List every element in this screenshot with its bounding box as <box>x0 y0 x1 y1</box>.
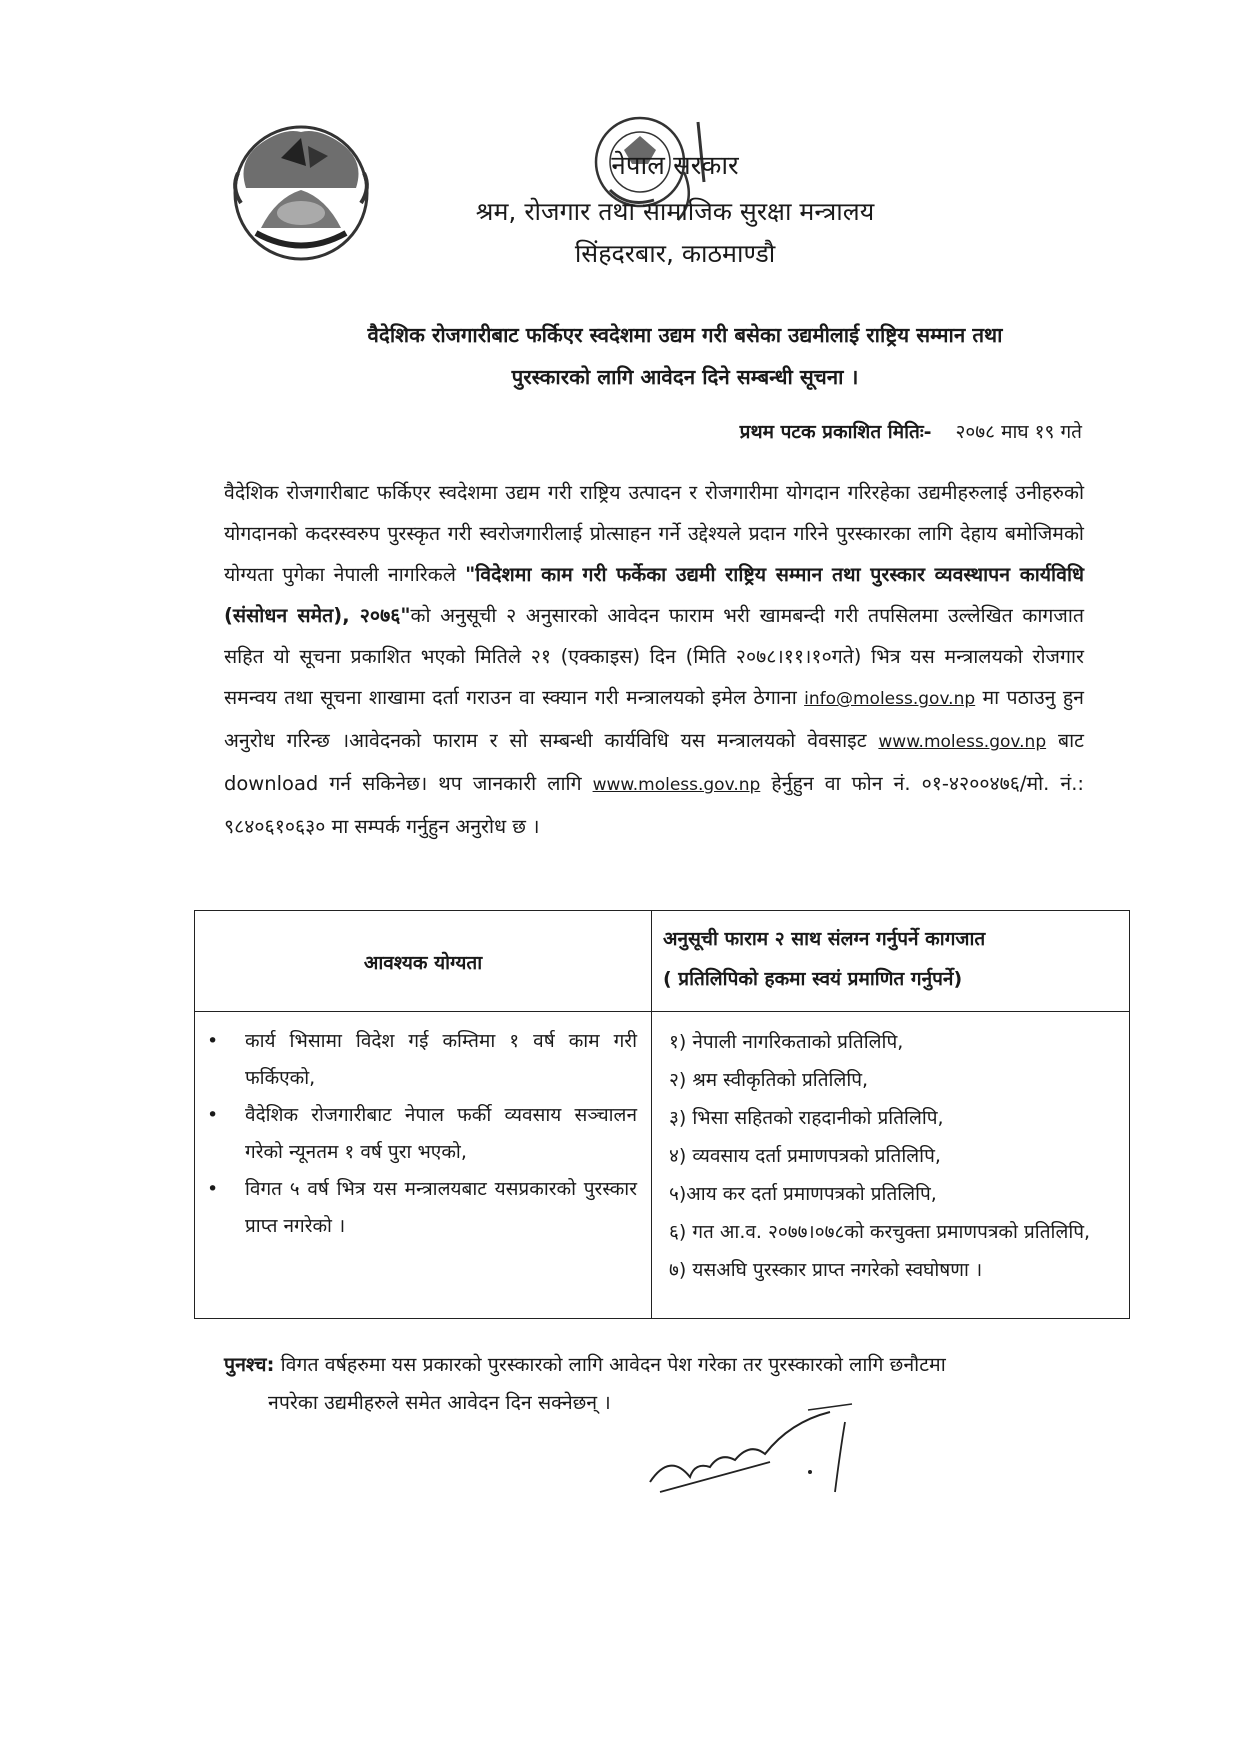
list-item: ७) यसअघि पुरस्कार प्राप्त नगरेको स्वघोषणा । <box>669 1259 983 1281</box>
publish-date-label: प्रथम पटक प्रकाशित मितिः- <box>739 421 932 443</box>
ministry-name: श्रम, रोजगार तथा सामाजिक सुरक्षा मन्त्रालय <box>475 197 875 226</box>
table-header-divider <box>195 1011 1129 1012</box>
notice-body-paragraph <box>224 472 1084 847</box>
publish-date-line <box>740 418 1082 444</box>
document-list <box>669 1023 1119 1289</box>
procedure-name: "विदेशमा काम गरी फर्केका उद्यमी राष्ट्रिय सम्मान तथा पुरस्कार व्यवस्थापन कार्यविधि (संसोधन समेत), २०७६" <box>224 563 1084 627</box>
list-item: १) नेपाली नागरिकताको प्रतिलिपि, <box>669 1031 904 1053</box>
ministry-address: सिंहदरबार, काठमाण्डौ <box>574 239 776 268</box>
handwritten-signature-icon <box>640 1382 890 1502</box>
table-header-documents-line-1: अनुसूची फाराम २ साथ संलग्न गर्नुपर्ने कागजात <box>663 928 986 950</box>
list-item: २) श्रम स्वीकृतिको प्रतिलिपि, <box>669 1069 869 1091</box>
list-item: ३) भिसा सहितको राहदानीको प्रतिलिपि, <box>669 1107 944 1129</box>
requirements-table <box>194 910 1130 1319</box>
table-header-documents <box>663 919 985 999</box>
government-name: नेपाल सरकार <box>611 151 739 181</box>
table-header-qualifications: आवश्यक योग्यता <box>363 952 483 974</box>
postscript-label: पुनश्च: <box>224 1353 275 1376</box>
list-item <box>207 1171 637 1245</box>
bullet-icon: • <box>207 1104 219 1126</box>
qualification-text: कार्य भिसामा विदेश गई कम्तिमा १ वर्ष काम गरी फर्किएको, <box>245 1030 637 1089</box>
qualification-list <box>207 1023 637 1245</box>
website-link-1[interactable]: www.moless.gov.np <box>878 732 1047 752</box>
list-item <box>207 1023 637 1097</box>
bullet-icon: • <box>207 1030 219 1052</box>
body-text-part-5: हेर्नुहुन वा फोन नं. ०१-४२००४७६/मो. नं.: ९८४०६१०६३० मा सम्पर्क गर्नुहुन अनुरोध छ । <box>224 772 1084 838</box>
postscript-line-2: नपरेका उद्यमीहरुले समेत आवेदन दिन सक्नेछन् । <box>268 1391 611 1414</box>
notice-title-line-1: वैदेशिक रोजगारीबाट फर्किएर स्वदेशमा उद्यम गरी बसेका उद्यमीलाई राष्ट्रिय सम्मान तथा <box>367 323 1003 347</box>
bullet-icon: • <box>207 1178 219 1200</box>
body-text-part-1: वैदेशिक रोजगारीबाट फर्किएर स्वदेशमा उद्यम गरी राष्ट्रिय उत्पादन र रोजगारीमा योगदान गरिरहेका उद्यमीहरुलाई उनीहरुको योगदानको कदरस्वरुप पुरस्कृत गरी स्वरोजगारीलाई प्रोत्साहन गर्ने उद्देश्यले प्रदान गरिने पुरस्कारका लागि देहाय बमोजिमको योग्यता पुगेका नेपाली नागरिकले <box>224 481 1084 586</box>
website-link-2[interactable]: www.moless.gov.np <box>592 775 761 795</box>
list-item <box>207 1097 637 1171</box>
notice-title <box>290 314 1080 398</box>
table-header-documents-line-2: ( प्रतिलिपिको हकमा स्वयं प्रमाणित गर्नुपर्ने) <box>663 968 963 990</box>
postscript-line-1: विगत वर्षहरुमा यस प्रकारको पुरस्कारको लागि आवेदन पेश गरेका तर पुरस्कारको लागि छनौटमा <box>274 1353 946 1376</box>
list-item: ६) गत आ.व. २०७७।०७८को करचुक्ता प्रमाणपत्रको प्रतिलिपि, <box>669 1221 1091 1243</box>
list-item: ५)आय कर दर्ता प्रमाणपत्रको प्रतिलिपि, <box>669 1183 937 1205</box>
body-text-part-3: मा पठाउनु हुन अनुरोध गरिन्छ ।आवेदनको फाराम र सो सम्बन्धी कार्यविधि यस मन्त्रालयको वेवसाइट <box>224 686 1085 752</box>
qualification-text: विगत ५ वर्ष भित्र यस मन्त्रालयबाट यसप्रकारको पुरस्कार प्राप्त नगरेको । <box>245 1178 637 1237</box>
body-text-part-2: को अनुसूची २ अनुसारको आवेदन फाराम भरी खामबन्दी गरी तपसिलमा उल्लेखित कागजात सहित यो सूचना प्रकाशित भएको मितिले २१ (एक्काइस) दिन (मिति २०७८।११।१०गते) भित्र यस मन्त्रालयको रोजगार समन्वय तथा सूचना शाखामा दर्ता गराउन वा स्क्यान गरी मन्त्रालयको इमेल ठेगाना <box>224 604 1084 709</box>
notice-title-line-2: पुरस्कारको लागि आवेदन दिने सम्बन्धी सूचना । <box>511 365 859 389</box>
qualification-text: वैदेशिक रोजगारीबाट नेपाल फर्की व्यवसाय सञ्चालन गरेको न्यूनतम १ वर्ष पुरा भएको, <box>245 1104 637 1163</box>
list-item: ४) व्यवसाय दर्ता प्रमाणपत्रको प्रतिलिपि, <box>669 1145 941 1167</box>
body-text-part-4: बाट download गर्न सकिनेछ। थप जानकारी लागि <box>224 729 1084 795</box>
email-link[interactable]: info@moless.gov.np <box>804 689 976 709</box>
publish-date-value: २०७८ माघ १९ गते <box>955 421 1082 443</box>
